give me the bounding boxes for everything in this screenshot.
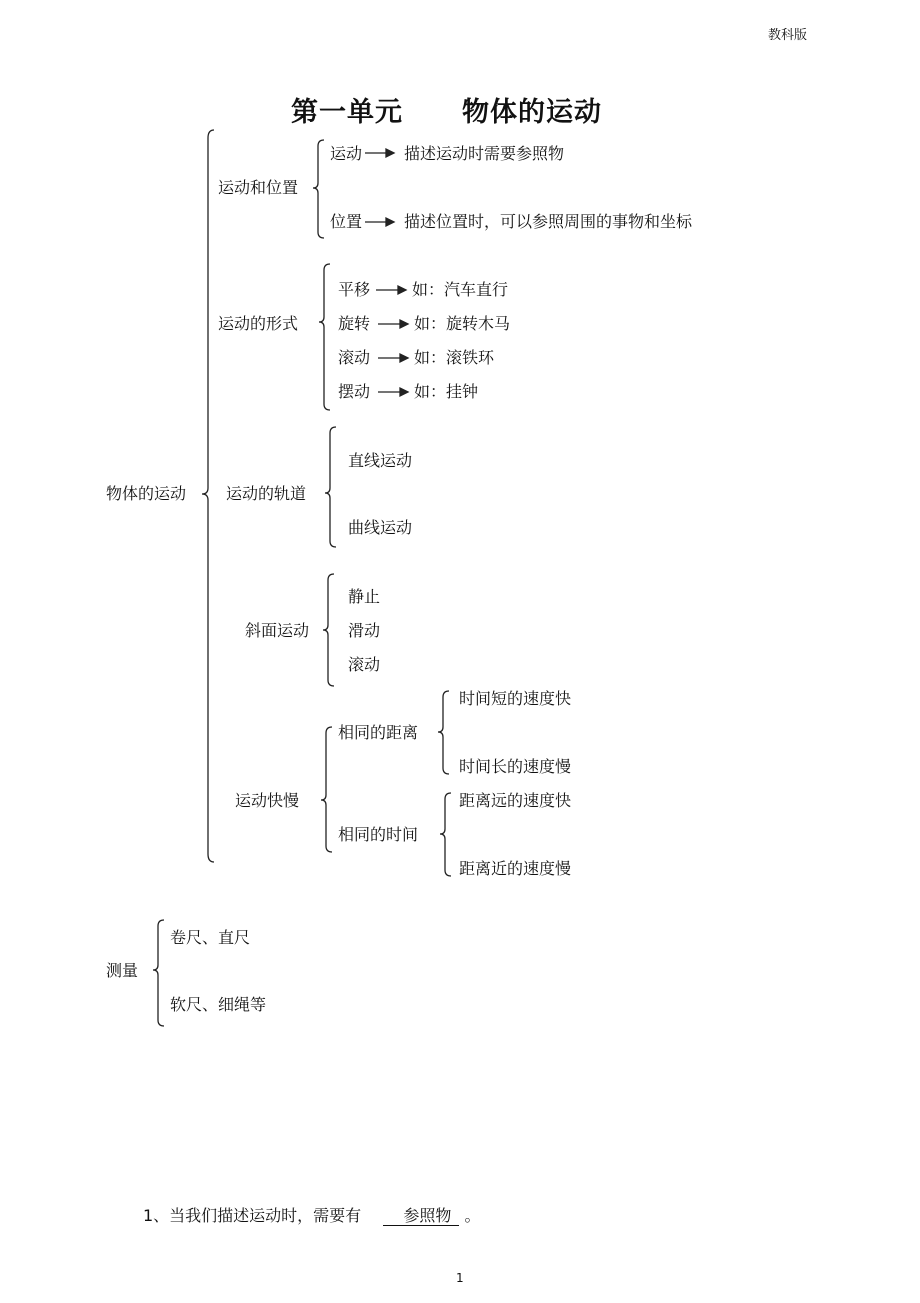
measure-item-1: 卷尺、直尺 — [170, 928, 251, 947]
speed-group-1-item-2: 时间长的速度慢 — [459, 757, 572, 776]
track-item-1: 直线运动 — [348, 451, 413, 470]
brace-forms — [319, 264, 330, 410]
position-desc-2: 描述位置时，可以参照周围的事物和坐标 — [404, 212, 693, 231]
brace-same-distance — [438, 691, 449, 774]
speed-group-2-item-1: 距离远的速度快 — [459, 791, 572, 810]
form-term-1: 平移 — [338, 280, 371, 299]
position-desc-1: 描述运动时需要参照物 — [404, 144, 565, 163]
slope-item-2: 滑动 — [348, 621, 381, 640]
speed-group-1-item-1: 时间短的速度快 — [459, 689, 572, 708]
measure-label: 测量 — [106, 961, 139, 980]
topic-title: 物体的运动 — [462, 97, 602, 128]
form-term-2: 旋转 — [338, 314, 371, 333]
form-example-3: 如：滚铁环 — [414, 348, 495, 367]
form-term-4: 摆动 — [338, 382, 371, 401]
question-answer: 参照物 — [383, 1206, 459, 1226]
brace-position — [313, 140, 324, 238]
position-term-2: 位置 — [330, 212, 363, 231]
node-forms-label: 运动的形式 — [218, 314, 299, 333]
form-term-3: 滚动 — [338, 348, 371, 367]
unit-title: 第一单元 — [291, 97, 403, 128]
position-term-1: 运动 — [330, 144, 363, 163]
node-slope-label: 斜面运动 — [245, 621, 310, 640]
edition-header: 教科版 — [768, 28, 808, 43]
node-speed-label: 运动快慢 — [235, 791, 300, 810]
track-item-2: 曲线运动 — [348, 518, 413, 537]
node-position-label: 运动和位置 — [218, 178, 299, 197]
speed-group-1-label: 相同的距离 — [338, 723, 419, 742]
slope-item-3: 滚动 — [348, 655, 381, 674]
question-text: 1、当我们描述运动时，需要有 — [143, 1206, 362, 1225]
slope-item-1: 静止 — [348, 587, 381, 606]
brace-measure — [153, 920, 164, 1026]
speed-group-2-label: 相同的时间 — [338, 825, 419, 844]
speed-group-2-item-2: 距离近的速度慢 — [459, 859, 572, 878]
measure-item-2: 软尺、细绳等 — [170, 995, 267, 1014]
node-track-label: 运动的轨道 — [226, 484, 307, 503]
brace-main — [202, 130, 214, 862]
question-end: 。 — [464, 1206, 481, 1225]
arrows — [365, 149, 408, 396]
brace-slope — [323, 574, 334, 686]
form-example-2: 如：旋转木马 — [414, 314, 511, 333]
question-line — [143, 1206, 481, 1226]
form-example-1: 如：汽车直行 — [412, 280, 509, 299]
root-node: 物体的运动 — [106, 484, 187, 503]
page-number: 1 — [456, 1271, 464, 1285]
form-example-4: 如：挂钟 — [414, 382, 479, 401]
brace-speed — [321, 727, 332, 852]
brace-track — [325, 427, 336, 547]
brace-same-time — [440, 793, 451, 876]
